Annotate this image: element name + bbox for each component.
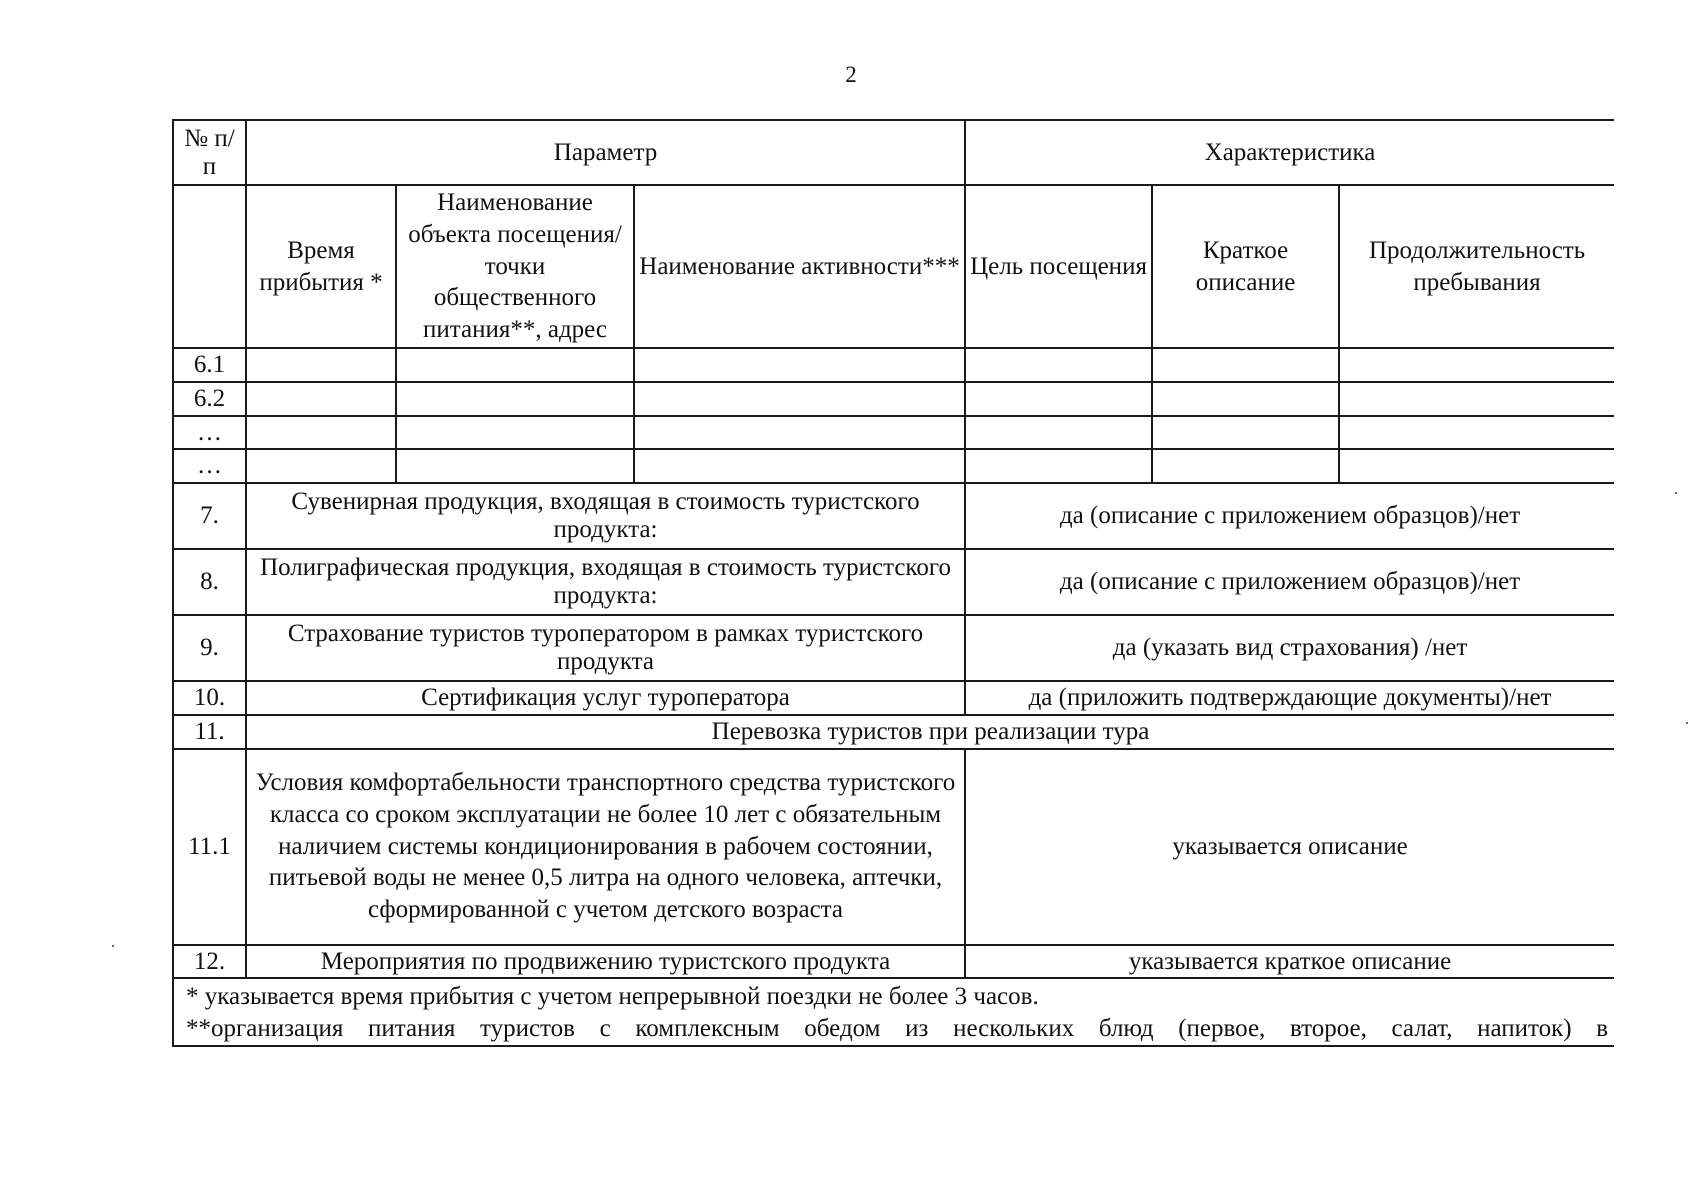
row-number: …: [173, 449, 246, 483]
table-cell: [246, 348, 396, 382]
table-cell: [1152, 382, 1339, 416]
table-row: [173, 549, 1614, 615]
table-row: [173, 483, 1614, 549]
footnote-word: блюд: [1098, 1015, 1154, 1043]
table-cell: [1339, 348, 1614, 382]
header-row: [173, 120, 1614, 185]
characteristic-cell: указывается краткое описание: [965, 945, 1614, 979]
table-cell: [396, 416, 634, 450]
footnote-word: в: [1596, 1015, 1609, 1043]
table-cell: [1339, 382, 1614, 416]
subheader-duration: Продолжительность пребывания: [1339, 185, 1614, 348]
table-cell: [396, 382, 634, 416]
table-row: [173, 715, 1614, 749]
footnote-word: питания: [367, 1015, 456, 1043]
characteristic-cell: да (приложить подтверждающие документы)/нет: [965, 681, 1614, 715]
header-parameter-cell: Параметр: [246, 120, 965, 185]
scan-speck: [1686, 722, 1688, 724]
table-cell: [965, 416, 1152, 450]
table-cell: [396, 449, 634, 483]
table-cell: [965, 382, 1152, 416]
subheader-visit-goal: Цель посещения: [965, 185, 1152, 348]
header-num-cell: № п/п: [173, 120, 246, 185]
parameter-cell: Полиграфическая продукция, входящая в стоимость туристского продукта:: [246, 549, 965, 615]
footnotes-cell: [173, 978, 1614, 1046]
table-cell: [1152, 449, 1339, 483]
footnote-word: **организация: [186, 1015, 344, 1043]
row-number: 12.: [173, 945, 246, 979]
scan-speck: [112, 945, 114, 947]
page-number: 2: [845, 62, 857, 87]
table-cell: [1152, 348, 1339, 382]
characteristic-cell: да (описание с приложением образцов)/нет: [965, 549, 1614, 615]
table-cell: [246, 416, 396, 450]
table-row: [173, 382, 1614, 416]
characteristic-cell: да (описание с приложением образцов)/нет: [965, 483, 1614, 549]
tour-parameters-table: [172, 119, 1614, 1047]
document-table-wrapper: [172, 119, 1614, 1047]
parameter-cell: Мероприятия по продвижению туристского продукта: [246, 945, 965, 979]
table-cell: [1339, 416, 1614, 450]
table-cell: [634, 348, 965, 382]
table-cell: [1339, 449, 1614, 483]
footnote-word: (первое,: [1178, 1015, 1266, 1043]
table-row: [173, 348, 1614, 382]
row-number: 7.: [173, 483, 246, 549]
footnote-word: нескольких: [953, 1015, 1075, 1043]
table-cell: [634, 449, 965, 483]
table-cell: [634, 416, 965, 450]
table-row: [173, 615, 1614, 681]
row-number: 11.1: [173, 749, 246, 945]
table-row: [173, 749, 1614, 945]
header-characteristic-cell: Характеристика: [965, 120, 1614, 185]
subheader-arrival-time: Время прибытия *: [246, 185, 396, 348]
footnote-word: напиток): [1477, 1015, 1572, 1043]
footnote-word: комплексным: [635, 1015, 780, 1043]
table-row: [173, 945, 1614, 979]
footnote-word: из: [905, 1015, 929, 1043]
row-number: 9.: [173, 615, 246, 681]
subheader-empty-cell: [173, 185, 246, 348]
footnote-word: второе,: [1289, 1015, 1367, 1043]
footnote-word: обедом: [804, 1015, 881, 1043]
table-row: [173, 681, 1614, 715]
scan-speck: [1675, 492, 1677, 494]
parameter-cell: Сертификация услуг туроператора: [246, 681, 965, 715]
subheader-activity-name: Наименование активности***: [634, 185, 965, 348]
characteristic-cell: да (указать вид страхования) /нет: [965, 615, 1614, 681]
table-cell: [1152, 416, 1339, 450]
row-number: …: [173, 416, 246, 450]
row-number: 6.2: [173, 382, 246, 416]
footnotes-row: [173, 978, 1614, 1046]
table-cell: [246, 382, 396, 416]
characteristic-cell: указывается описание: [965, 749, 1614, 945]
row-number: 8.: [173, 549, 246, 615]
table-cell: [965, 449, 1152, 483]
row-number: 10.: [173, 681, 246, 715]
subheader-short-description: Краткое описание: [1152, 185, 1339, 348]
row-number: 6.1: [173, 348, 246, 382]
table-cell: [396, 348, 634, 382]
table-row: [173, 449, 1614, 483]
section-heading-cell: Перевозка туристов при реализации тура: [246, 715, 1614, 749]
table-row: [173, 416, 1614, 450]
subheader-object-name: Наименование объекта посещения/точки общественного питания**, адрес: [396, 185, 634, 348]
footnote-arrival-time: * указывается время прибытия с учетом непрерывной поездки не более 3 часов.: [186, 983, 1039, 1011]
footnote-word: с: [599, 1015, 611, 1043]
footnote-catering: [186, 1013, 1608, 1045]
footnote-word: салат,: [1391, 1015, 1453, 1043]
row-number: 11.: [173, 715, 246, 749]
parameter-cell: Сувенирная продукция, входящая в стоимость туристского продукта:: [246, 483, 965, 549]
parameter-cell: Страхование туристов туроператором в рамках туристского продукта: [246, 615, 965, 681]
footnote-word: туристов: [479, 1015, 575, 1043]
table-cell: [246, 449, 396, 483]
table-cell: [965, 348, 1152, 382]
table-cell: [634, 382, 965, 416]
subheader-row: [173, 185, 1614, 348]
parameter-cell: Условия комфортабельности транспортного средства туристского класса со сроком эксплуатации не более 10 лет с обязательным наличием системы кондиционирования в рабочем состоянии, питьевой воды не менее 0,5 литра на одного человека, аптечки, сформированной с учетом детского возраста: [246, 749, 965, 945]
